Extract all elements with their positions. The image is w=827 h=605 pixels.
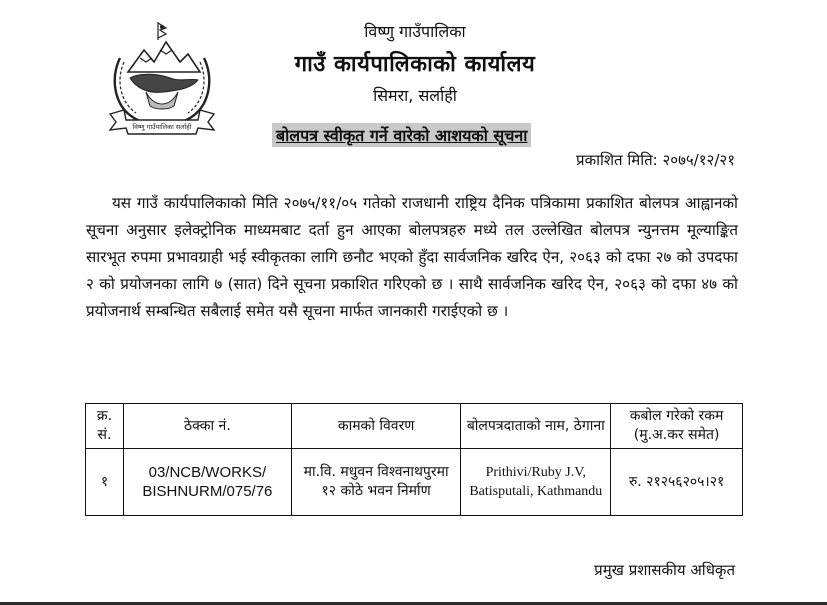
bidder-name: Prithivi/Ruby J.V,: [485, 465, 587, 480]
emblem-crest-icon: [110, 22, 214, 134]
table-header-row: [86, 404, 743, 449]
cell-serial-number: १: [86, 449, 124, 516]
header-work-description: कामको विवरण: [291, 404, 461, 449]
cell-bid-amount: रु. २१२५६२०५।२१: [611, 449, 743, 516]
tender-table: [85, 403, 743, 516]
header-serial-number: क्र. सं.: [86, 404, 124, 449]
table-row: [86, 449, 743, 516]
municipality-name: विष्णु गाउँपालिका: [364, 22, 466, 41]
signatory-title: प्रमुख प्रशासकीय अधिकृत: [594, 561, 735, 579]
notice-subject: बोलपत्र स्वीकृत गर्ने वारेको आशयको सूचना: [272, 123, 531, 147]
header-bidder: बोलपत्रदाताको नाम, ठेगाना: [461, 404, 611, 449]
emblem-banner-text: विष्णु गाउँपालिका सर्लाही: [132, 123, 192, 131]
bidder-address: Batisputali, Kathmandu: [469, 484, 603, 499]
cell-contract-number: 03/NCB/WORKS/ BISHNURM/075/76: [123, 449, 291, 516]
municipality-emblem: [100, 18, 225, 136]
notice-body: यस गाउँ कार्यपालिकाको मिति २०७५/११/०५ गतेको राजधानी राष्ट्रिय दैनिक पत्रिकामा प्रकाशित बोलपत्र आह्वानको सूचना अनुसार इलेक्ट्रोनिक माध्यमबाट दर्ता हुन आएका बोलपत्रहरु मध्ये तल उल्लेखित बोलपत्र न्युनत्तम मूल्याङ्कित सारभूत रुपमा प्रभावग्राही भई स्वीकृतका लागि छनौट भएको हुँदा सार्वजनिक खरिद ऐन, २०६३ को दफा २७ को उपदफा २ को प्रयोजनका लागि ७ (सात) दिने सूचना प्रकाशित गरिएको छ । साथै सार्वजनिक खरिद ऐन, २०६३ को दफा ४७ को प्रयोजनार्थ सम्बन्धित सबैलाई समेत यसै सूचना मार्फत जानकारी गराईएको छ ।: [86, 194, 738, 320]
header-contract-number: ठेक्का नं.: [123, 404, 291, 449]
office-title: गाउँ कार्यपालिकाको कार्यालय: [294, 52, 536, 77]
cell-work-description: मा.वि. मधुवन विश्वनाथपुरमा १२ कोठे भवन निर्माण: [291, 449, 461, 516]
published-date: प्रकाशित मिति: २०७५/१२/२१: [576, 151, 735, 169]
cell-bidder: [461, 449, 611, 516]
header-bid-amount: कबोल गरेको रकम (मु.अ.कर समेत): [611, 404, 743, 449]
office-location: सिमरा, सर्लाही: [373, 86, 457, 105]
